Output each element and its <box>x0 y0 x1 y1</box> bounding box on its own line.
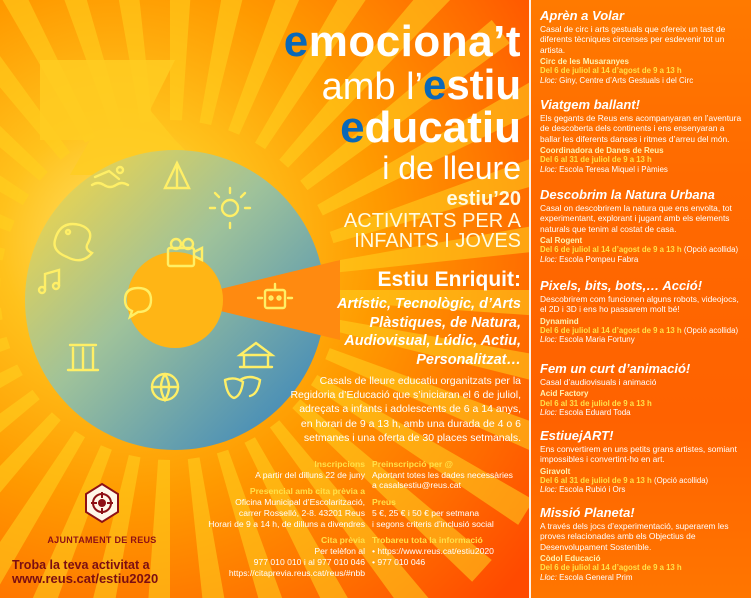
activity-dates <box>540 155 745 164</box>
intro-line: en horari de 9 a 13 h, amb una durada de 4 o 6 <box>300 417 521 430</box>
activity-title: Descobrim la Natura Urbana <box>540 187 715 202</box>
activity-card <box>540 97 745 174</box>
activity-location-key: Lloc: <box>540 164 557 174</box>
subtitle-block <box>344 188 521 251</box>
activity-location-key: Lloc: <box>540 254 557 264</box>
enriquit-title: Estiu Enriquit: <box>377 268 521 291</box>
presencial-line: Horari de 9 a 14 h, de dilluns a divendres <box>208 518 365 529</box>
activity-note: (Opció acollida) <box>681 326 739 336</box>
activity-location-text: Escola Rubió i Ors <box>556 485 626 495</box>
rose-emblem-icon <box>83 482 121 524</box>
title-line4: i de lleure <box>382 150 521 186</box>
activity-dates <box>540 563 745 572</box>
activity-location-key: Lloc: <box>540 572 557 582</box>
activity-location <box>540 165 745 175</box>
prices-heading: Preus <box>372 497 396 508</box>
activity-location-key: Lloc: <box>540 408 557 418</box>
prices-line: 5 €, 25 € i 50 € per setmana <box>372 507 480 518</box>
activity-title: Fem un curt d’animació! <box>540 361 691 376</box>
activity-note: (Opció acollida) <box>681 245 739 255</box>
activity-dates <box>540 399 745 408</box>
activity-organizer: Dynamind <box>540 316 579 326</box>
activity-location <box>540 408 745 418</box>
inscriptions-heading: Inscripcions <box>314 459 365 469</box>
intro-line: setmanes i una oferta de 30 places setmanals. <box>303 431 521 444</box>
activity-dates <box>540 326 745 335</box>
activity-location <box>540 573 745 583</box>
activity-dates-text: Del 6 de juliol al 14 d’agost de 9 a 13 h <box>540 563 682 573</box>
title-e-letter: e <box>283 17 309 66</box>
activity-location-text: Escola General Prim <box>556 572 633 582</box>
presencial-line: Oficina Municipal d’Escolarització, <box>235 497 365 508</box>
enriquit-line: Plàstiques, de Natura, <box>369 314 521 331</box>
activity-organizer: Coordinadora de Danes de Reus <box>540 145 664 155</box>
activity-dates-text: Del 6 al 31 de juliol de 9 a 13 h <box>540 476 652 486</box>
activity-dates-text: Del 6 de juliol al 14 d’agost de 9 a 13 h <box>540 326 682 336</box>
inscriptions-text: A partir del dilluns 22 de juny <box>255 469 365 480</box>
city-council-name: AJUNTAMENT DE REUS <box>47 535 157 545</box>
activity-location <box>540 485 745 495</box>
intro-line: Casals de lleure educatiu organitzats per la <box>319 375 521 387</box>
panel-divider <box>529 0 531 598</box>
prices-line: i segons criteris d’inclusió social <box>372 518 494 529</box>
activity-dates-text: Del 6 al 31 de juliol de 9 a 13 h <box>540 398 652 408</box>
info-link[interactable]: • https://www.reus.cat/estiu2020 <box>372 546 494 557</box>
presencial-heading: Presencial amb cita prèvia a <box>249 486 365 497</box>
sun-ray <box>0 308 3 363</box>
activity-location <box>540 255 745 265</box>
info-phone: • 977 010 046 <box>372 556 426 567</box>
column-icon <box>68 345 98 370</box>
activity-description: Casal on descobrirem la natura que ens envolta, tot experimentant, explorant i jugant amb els elements naturals que tenim al costat de casa. <box>540 203 732 234</box>
intro-line: adreçats a infants i adolescents de 6 a 14 anys, <box>299 403 521 416</box>
activities-label-2: INFANTS I JOVES <box>354 230 521 252</box>
activity-note: (Opció acollida) <box>651 476 709 486</box>
preinscription-line: Aportant totes les dades necessàries <box>372 469 513 480</box>
activities-label-1: ACTIVITATS PER A <box>343 210 521 232</box>
activity-dates-text: Del 6 al 31 de juliol de 9 a 13 h <box>540 155 652 165</box>
activity-organizer: Circ de les Musaranyes <box>540 56 629 66</box>
activity-dates-text: Del 6 de juliol al 14 d’agost de 9 a 13 h <box>540 66 682 76</box>
cita-heading: Cita prèvia <box>321 535 365 546</box>
activity-organizer: Còdol Educació <box>540 553 601 563</box>
activity-card <box>540 428 745 495</box>
activity-card <box>540 361 745 418</box>
activity-card <box>540 8 745 85</box>
info-heading: Trobareu tota la informació <box>372 535 483 546</box>
footer-text: Troba la teva activitat a <box>12 558 150 572</box>
cita-line: Per telèfon al <box>314 546 365 557</box>
activity-dates <box>540 66 745 75</box>
year-label: estiu’20 <box>446 188 521 210</box>
activity-title: Aprèn a Volar <box>540 8 625 23</box>
footer-cta <box>12 558 212 587</box>
cita-line: 977 010 010 i al 977 010 046 <box>253 556 365 567</box>
intro-line: Regidoria d’Educació que s’iniciaran el 6 de juliol, <box>290 389 521 402</box>
activity-organizer: Acid Factory <box>540 389 589 399</box>
info-right-column <box>372 459 527 568</box>
city-council-logo <box>32 482 172 545</box>
activity-card <box>540 187 745 264</box>
activity-organizer: Giravolt <box>540 466 571 476</box>
title-e-letter-2: e <box>422 61 447 108</box>
title-e-letter-3: e <box>340 103 365 152</box>
preinscription-email[interactable]: a casalsestiu@reus.cat <box>372 480 461 491</box>
preinscription-heading: Preinscripció per @ <box>372 459 453 469</box>
activity-title: Viatgem ballant! <box>540 97 640 112</box>
enriquit-line: Personalitzat… <box>416 351 521 368</box>
activity-location-key: Lloc: <box>540 335 557 345</box>
activity-description: Casal d’audiovisuals i animació <box>540 377 657 387</box>
title-line1: mociona’t <box>308 17 521 66</box>
activity-card <box>540 278 745 345</box>
activity-title: EstiuejART! <box>540 428 614 443</box>
estiu-enriquit-block <box>191 268 521 369</box>
main-title <box>283 17 521 186</box>
activity-location-key: Lloc: <box>540 485 557 495</box>
activity-description: Els gegants de Reus ens acompanyaran en l’aventura de descoberta dels continents i ens ensenyaran a ballar les diferents danses i ritmes d’arreu del món. <box>540 113 742 144</box>
footer-url-link[interactable]: www.reus.cat/estiu2020 <box>12 571 159 587</box>
activity-location-text: Giny, Centre d’Arts Gestuals i del Circ <box>556 75 694 85</box>
enriquit-line: Artístic, Tecnològic, d’Arts <box>337 296 521 312</box>
enriquit-line: Audiovisual, Lúdic, Actiu, <box>344 333 521 350</box>
activity-dates <box>540 245 745 254</box>
activity-location <box>540 76 745 86</box>
activity-description: A través dels jocs d’experimentació, superarem les proves relacionades amb els Objectius de Desenvolupament Sostenible. <box>540 521 729 552</box>
activity-location-text: Escola Maria Fortuny <box>556 335 635 345</box>
activity-location-key: Lloc: <box>540 75 557 85</box>
intro-paragraph <box>221 374 521 445</box>
activity-location-text: Escola Pompeu Fabra <box>556 254 639 264</box>
activity-card <box>540 505 745 582</box>
title-line3: ducatiu <box>364 103 521 152</box>
cita-link[interactable]: https://citaprevia.reus.cat/reus/#nbb <box>228 567 365 578</box>
activity-location-text: Escola Teresa Miquel i Pàmies <box>556 164 668 174</box>
activity-dates-text: Del 6 de juliol al 14 d’agost de 9 a 13 h <box>540 245 682 255</box>
title-line2: stiu <box>446 61 521 108</box>
activity-description: Descobrirem com funcionen alguns robots, videojocs, el 2D i 3D i ens ho passarem molt bé! <box>540 294 739 315</box>
activity-organizer: Cal Rogent <box>540 235 583 245</box>
activity-description: Casal de circ i arts gestuals que ofereix un tast de diferents tècniques circenses per esdevenir tot un artista. <box>540 24 726 55</box>
activity-location-text: Escola Eduard Toda <box>556 408 631 418</box>
title-line2-pre: amb l’ <box>321 66 423 108</box>
presencial-line: carrer Rosselló, 2-8. 43201 Reus <box>238 507 365 518</box>
activity-title: Pixels, bits, bots,… Acció! <box>540 278 703 293</box>
info-left-column <box>200 459 365 578</box>
activity-location <box>540 335 745 345</box>
activity-title: Missió Planeta! <box>540 505 635 520</box>
activity-description: Ens convertirem en uns petits grans artistes, somiant impossibles i convertint-ho en art. <box>540 444 737 465</box>
activity-dates <box>540 476 745 485</box>
